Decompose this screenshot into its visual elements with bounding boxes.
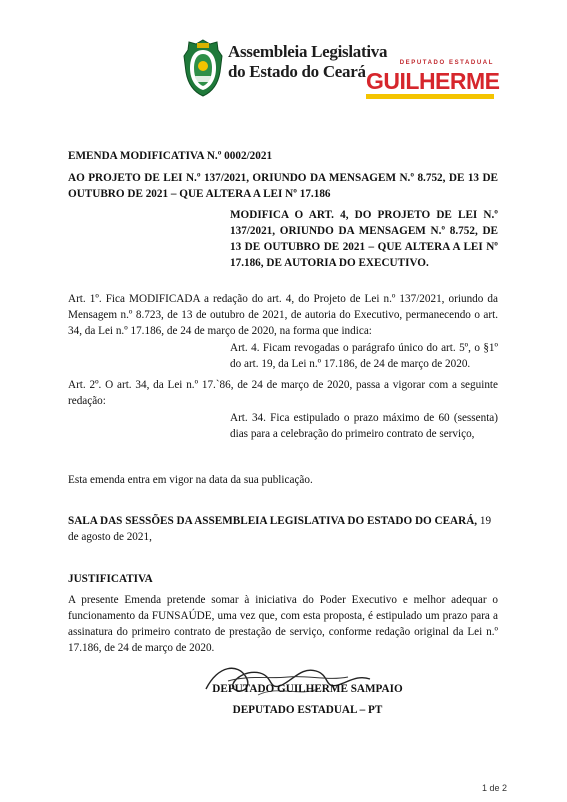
effective-clause: Esta emenda entra em vigor na data da sua publicação.: [68, 474, 313, 486]
ceara-state-seal-icon: [182, 38, 224, 98]
session-room-heading: SALA DAS SESSÕES DA ASSEMBLEIA LEGISLATIVA DO ESTADO DO CEARÁ,: [68, 515, 478, 527]
justification-body: A presente Emenda pretende somar à iniciativa do Poder Executivo e melhor adequar o funcionamento da FUNSAÚDE, uma vez que, com esta proposta, é estipulado um prazo para a assinatura do primeiro contrato de prestação de serviço, conforme redação original da Lei n.º 17.186, de 24 de março de 2020.: [68, 594, 498, 654]
deputy-brand-logo: [366, 60, 500, 100]
signer-name: DEPUTADO GUILHERME SAMPAIO: [212, 683, 403, 695]
ementa: MODIFICA O ART. 4, DO PROJETO DE LEI N.º 137/2021, ORIUNDO DA MENSAGEM N.º 8.752, DE 13 DE OUTUBRO DE 2021 – QUE ALTERA A LEI Nº 17.186, DE AUTORIA DO EXECUTIVO.: [230, 209, 498, 269]
project-reference: AO PROJETO DE LEI N.º 137/2021, ORIUNDO DA MENSAGEM N.º 8.752, DE 13 DE OUTUBRO DE 2021 – QUE ALTERA A LEI Nº 17.186: [68, 172, 498, 200]
page-number: 1 de 2: [482, 783, 508, 793]
institution-name-line1: Assembleia Legislativa: [228, 42, 388, 61]
brand-subtitle: DEPUTADO ESTADUAL: [399, 60, 494, 66]
article-4-text: Art. 4. Ficam revogadas o parágrafo único do art. 5º, o §1º do art. 19, da Lei n.º 17.186, de 24 de março de 2020.: [230, 342, 498, 370]
session-date: 19 de agosto de 2021,: [68, 515, 492, 543]
session-room-line: [68, 513, 498, 545]
justification-title: JUSTIFICATIVA: [68, 573, 153, 585]
signer-role: DEPUTADO ESTADUAL – PT: [232, 704, 383, 716]
brand-underline-bar: [366, 94, 494, 99]
article-2: Art. 2º. O art. 34, da Lei n.º 17.`86, de 24 de março de 2020, passa a vigorar com a seguinte redação:: [68, 379, 498, 407]
institution-name-line2: do Estado do Ceará: [228, 62, 366, 81]
article-1: Art. 1º. Fica MODIFICADA a redação do art. 4, do Projeto de Lei n.º 137/2021, oriundo da Mensagem n.º 8.723, de 13 de outubro de 2021, de autoria do Executivo, permanecendo o art. 34, da Lei n.º 17.186, de 24 de março de 2020, na forma que indica:: [68, 293, 498, 337]
emenda-title: EMENDA MODIFICATIVA N.º 0002/2021: [68, 150, 273, 162]
article-34-text: Art. 34. Fica estipulado o prazo máximo de 60 (sessenta) dias para a celebração do primeiro contrato de serviço,: [230, 412, 498, 440]
brand-name: GUILHERME: [366, 68, 500, 94]
handwritten-signature: [198, 655, 378, 705]
assembleia-logo: [182, 38, 388, 102]
